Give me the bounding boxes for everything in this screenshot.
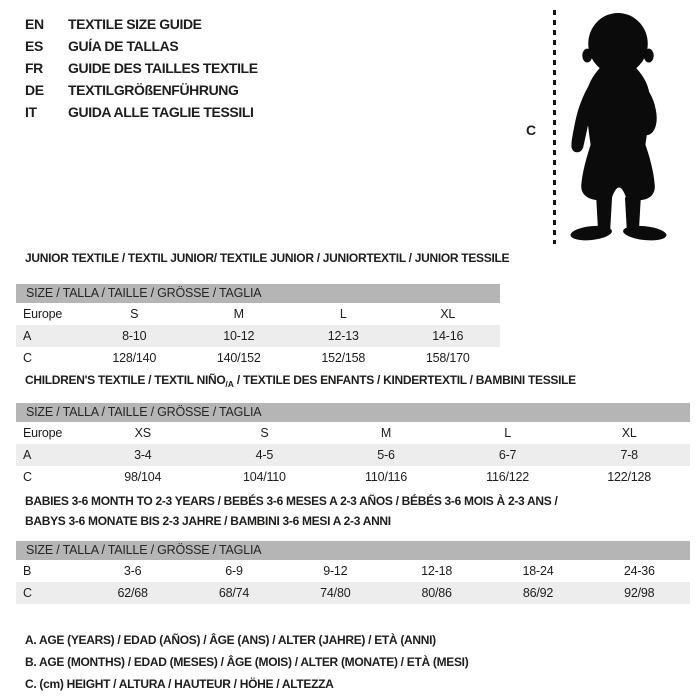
table-cell: 98/104	[124, 470, 162, 484]
language-code: EN	[25, 16, 44, 32]
legend-line-c: C. (cm) HEIGHT / ALTURA / HAUTEUR / HÖHE / ALTEZZA	[25, 677, 334, 691]
heading-subscript: /A	[225, 379, 234, 389]
table-row-height	[16, 347, 500, 369]
language-code: DE	[25, 82, 44, 98]
table-cell: 68/74	[218, 586, 250, 600]
table-cell: 116/122	[486, 470, 529, 484]
heading-line-1: BABIES 3-6 MONTH TO 2-3 YEARS / BEBÉS 3-6 MESES A 2-3 AÑOS / BÉBÉS 3-6 MOIS À 2-3 ANS /	[25, 494, 558, 508]
table-cell: 7-8	[620, 448, 638, 462]
language-row-es	[25, 35, 258, 57]
table-cell: M	[233, 307, 244, 321]
table-cell: 14-16	[432, 329, 464, 343]
table-row-age	[16, 325, 500, 347]
language-title: TEXTILGRÖßENFÜHRUNG	[68, 82, 239, 98]
table-cell: M	[380, 426, 392, 440]
child-silhouette-icon	[558, 8, 680, 246]
table-cell: XS	[134, 426, 151, 440]
measurement-legend	[25, 629, 468, 695]
table-row-height	[16, 582, 690, 604]
language-row-it	[25, 101, 258, 123]
table-cell: 10-12	[223, 329, 255, 343]
table-cell: S	[130, 307, 139, 321]
table-cell: XL	[621, 426, 637, 440]
language-list	[25, 13, 258, 123]
height-measure-figure	[510, 6, 695, 248]
table-cell: 86/92	[522, 586, 554, 600]
table-cell: 6-7	[498, 448, 517, 462]
table-cell: L	[504, 426, 511, 440]
language-title: TEXTILE SIZE GUIDE	[68, 16, 202, 32]
table-row-europe	[16, 303, 500, 325]
language-row-fr	[25, 57, 258, 79]
size-table-junior	[16, 284, 500, 369]
table-cell: S	[260, 426, 269, 440]
language-row-de	[25, 79, 258, 101]
language-title: GUIDA ALLE TAGLIE TESSILI	[68, 104, 254, 120]
table-cell: 104/110	[242, 470, 286, 484]
table-cell: 3-6	[123, 564, 142, 578]
height-dashed-line	[553, 10, 556, 244]
row-label: C	[23, 470, 32, 484]
table-cell: 8-10	[122, 329, 147, 343]
heading-text: / TEXTILE DES ENFANTS / KINDERTEXTIL / BAMBINI TESSILE	[233, 373, 576, 387]
table-cell: 92/98	[624, 586, 655, 600]
table-cell: 158/170	[425, 351, 470, 365]
row-label: Europe	[23, 307, 63, 321]
heading-line-2: BABYS 3-6 MONATE BIS 2-3 JAHRE / BAMBINI 3-6 MESI A 2-3 ANNI	[25, 514, 391, 528]
row-label: C	[23, 351, 32, 365]
row-label: C	[23, 586, 32, 600]
row-label: Europe	[23, 426, 63, 440]
table-cell: XL	[440, 307, 456, 321]
language-code: ES	[25, 38, 43, 54]
language-code: IT	[25, 104, 37, 120]
table-cell: L	[339, 307, 347, 321]
legend-line-b: B. AGE (MONTHS) / EDAD (MESES) / ÂGE (MOIS) / ALTER (MONATE) / ETÀ (MESI)	[25, 655, 469, 669]
table-header-band: SIZE / TALLA / TAILLE / GRÖSSE / TAGLIA	[16, 403, 690, 422]
row-label: A	[23, 329, 32, 343]
language-code: FR	[25, 60, 43, 76]
table-cell: 5-6	[377, 448, 395, 462]
table-cell: 140/152	[216, 351, 261, 365]
table-cell: 74/80	[320, 586, 351, 600]
size-table-babies	[16, 541, 690, 604]
table-cell: 62/68	[117, 586, 148, 600]
row-label: B	[23, 564, 32, 578]
table-cell: 122/128	[607, 470, 652, 484]
language-title: GUÍA DE TALLAS	[68, 38, 179, 54]
table-row-height	[16, 466, 690, 488]
table-cell: 4-5	[255, 448, 274, 462]
table-header-band: SIZE / TALLA / TAILLE / GRÖSSE / TAGLIA	[16, 284, 500, 303]
table-header-band: SIZE / TALLA / TAILLE / GRÖSSE / TAGLIA	[16, 541, 690, 560]
table-cell: 3-4	[134, 448, 152, 462]
table-cell: 6-9	[225, 564, 243, 578]
table-cell: 12-13	[327, 329, 359, 343]
section-heading-junior: JUNIOR TEXTILE / TEXTIL JUNIOR/ TEXTILE JUNIOR / JUNIORTEXTIL / JUNIOR TESSILE	[25, 251, 510, 265]
table-cell: 152/158	[321, 351, 366, 365]
table-row-age	[16, 444, 690, 466]
table-row-months	[16, 560, 690, 582]
language-row-en	[25, 13, 258, 35]
table-cell: 12-18	[421, 564, 453, 578]
table-cell: 80/86	[421, 586, 452, 600]
table-cell: 9-12	[323, 564, 348, 578]
table-cell: 128/140	[112, 351, 157, 365]
table-row-europe	[16, 422, 690, 444]
row-label: A	[23, 448, 32, 462]
measure-c-label: C	[526, 122, 537, 138]
table-cell: 24-36	[623, 564, 655, 578]
heading-text: CHILDREN'S TEXTILE / TEXTIL NIÑO	[25, 373, 226, 387]
section-heading-babies	[25, 491, 557, 531]
section-heading-children	[25, 373, 576, 392]
table-cell: 110/116	[365, 470, 407, 484]
language-title: GUIDE DES TAILLES TEXTILE	[68, 60, 258, 76]
legend-line-a: A. AGE (YEARS) / EDAD (AÑOS) / ÂGE (ANS) / ALTER (JAHRE) / ETÀ (ANNI)	[25, 633, 436, 647]
table-cell: 18-24	[522, 564, 554, 578]
size-table-children	[16, 403, 690, 488]
